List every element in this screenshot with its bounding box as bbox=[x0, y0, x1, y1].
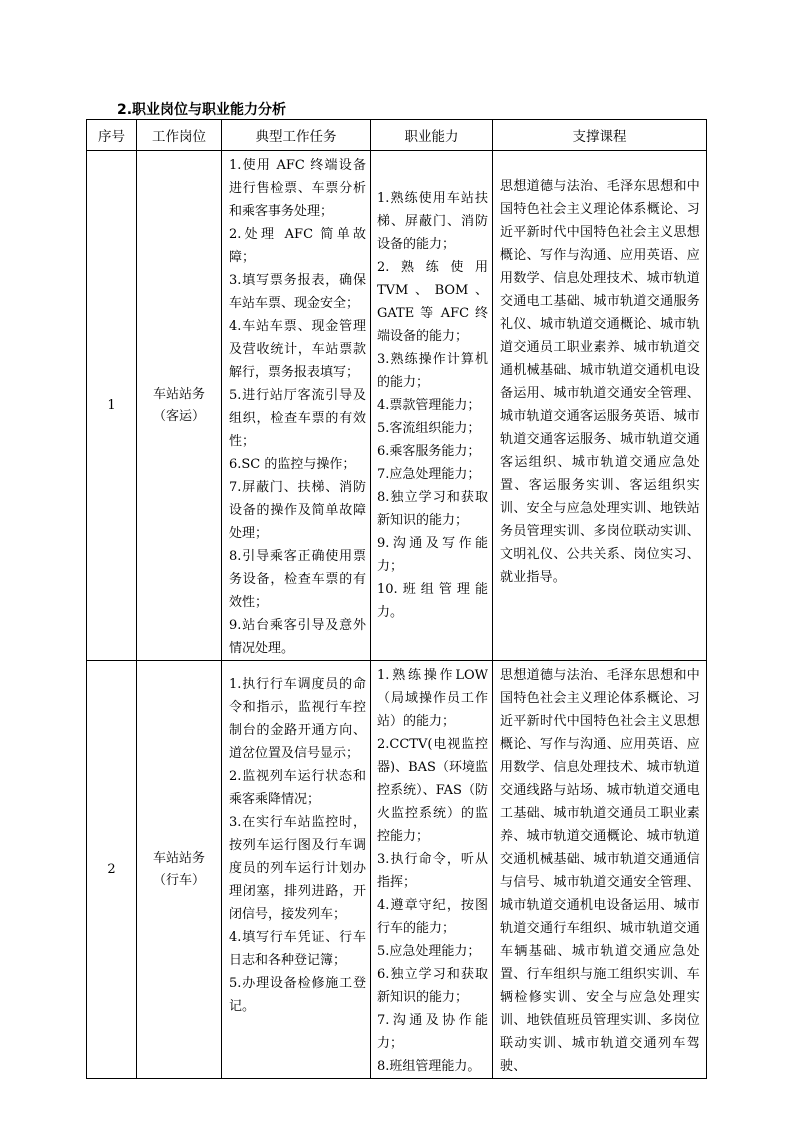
job-post-line2: （客运） bbox=[152, 408, 205, 424]
list-item: 3.填写票务报表，确保车站车票、现金安全； bbox=[229, 273, 366, 311]
list-item: 8.独立学习和获取新知识的能力； bbox=[377, 490, 488, 528]
job-post-line1: 车站站务 bbox=[152, 386, 205, 402]
table-header-row bbox=[87, 120, 707, 151]
table-row bbox=[87, 151, 707, 661]
list-item: 4.票款管理能力； bbox=[377, 398, 481, 413]
list-item: 2.监视列车运行状态和乘客乘降情况； bbox=[229, 769, 366, 807]
list-item: 5.办理设备检修施工登记。 bbox=[229, 976, 366, 1014]
list-item: 4.填写行车凭证、行车日志和各种登记簿； bbox=[229, 930, 366, 968]
list-item: 3.在实行车站监控时，按列车运行图及行车调度员的列车运行计划办理闭塞，排列进路，开闭信号，接发列车； bbox=[229, 815, 366, 922]
list-item: 10.班组管理能力。 bbox=[377, 582, 488, 620]
row-number: 2 bbox=[87, 661, 137, 1079]
list-item: 7.沟通及协作能力； bbox=[377, 1013, 488, 1051]
header-courses: 支撑课程 bbox=[493, 120, 707, 151]
list-item: 5.应急处理能力； bbox=[377, 944, 481, 959]
list-item: 8.引导乘客正确使用票务设备，检查车票的有效性； bbox=[229, 549, 366, 610]
list-item: 9.站台乘客引导及意外情况处理。 bbox=[229, 618, 366, 656]
list-item: 8.班组管理能力。 bbox=[377, 1059, 481, 1074]
courses-text: 思想道德与法治、毛泽东思想和中国特色社会主义理论体系概论、习近平新时代中国特色社会主义思想概论、写作与沟通、应用英语、应用数学、信息处理技术、城市轨道交通电工基础、城市轨道交通服务礼仪、城市轨道交通概论、城市轨道交通员工职业素养、城市轨道交通机械基础、城市轨道交通机电设备运用、城市轨道交通安全管理、城市轨道交通客运服务英语、城市轨道交通客运服务、城市轨道交通客运组织、城市轨道交通应急处置、客运服务实训、客运组织实训、安全与应急处理实训、地铁站务员管理实训、多岗位联动实训、文明礼仪、公共关系、岗位实习、就业指导。 bbox=[500, 179, 700, 585]
list-item: 3.执行命令，听从指挥； bbox=[377, 852, 488, 890]
list-item: 1.熟练操作LOW（局域操作员工作站）的能力； bbox=[377, 668, 488, 729]
supporting-courses bbox=[493, 151, 707, 661]
list-item: 5.客流组织能力； bbox=[377, 421, 481, 436]
list-item: 4.遵章守纪，按图行车的能力； bbox=[377, 898, 488, 936]
list-item: 2.熟练使用 TVM、BOM、GATE 等 AFC 终端设备的能力； bbox=[377, 260, 488, 344]
table-row bbox=[87, 661, 707, 1079]
typical-tasks bbox=[222, 661, 371, 1079]
list-item: 6.乘客服务能力； bbox=[377, 444, 481, 459]
list-item: 1.熟练使用车站扶梯、屏蔽门、消防设备的能力； bbox=[377, 191, 488, 252]
job-post-line2: （行车） bbox=[152, 872, 205, 888]
header-post: 工作岗位 bbox=[137, 120, 222, 151]
abilities bbox=[371, 151, 493, 661]
list-item: 4.车站车票、现金管理及营收统计，车站票款解行，票务报表填写； bbox=[229, 319, 366, 380]
list-item: 7.屏蔽门、扶梯、消防设备的操作及简单故障处理； bbox=[229, 480, 366, 541]
job-post bbox=[137, 661, 222, 1079]
supporting-courses bbox=[493, 661, 707, 1079]
list-item: 1.使用 AFC 终端设备进行售检票、车票分析和乘客事务处理； bbox=[229, 158, 366, 219]
abilities bbox=[371, 661, 493, 1079]
job-ability-table bbox=[86, 119, 707, 1079]
section-title: 2.职业岗位与职业能力分析 bbox=[117, 102, 287, 118]
list-item: 3.熟练操作计算机的能力； bbox=[377, 352, 488, 390]
list-item: 2.CCTV(电视监控器)、BAS（环境监控系统）、FAS（防火监控系统）的监控能力； bbox=[377, 737, 488, 844]
job-post bbox=[137, 151, 222, 661]
row-number: 1 bbox=[87, 151, 137, 661]
job-post-line1: 车站站务 bbox=[152, 850, 205, 866]
header-tasks: 典型工作任务 bbox=[222, 120, 371, 151]
list-item: 7.应急处理能力； bbox=[377, 467, 481, 482]
header-no: 序号 bbox=[87, 120, 137, 151]
list-item: 6.独立学习和获取新知识的能力； bbox=[377, 967, 488, 1005]
list-item: 6.SC 的监控与操作； bbox=[229, 457, 356, 472]
list-item: 9.沟通及写作能力； bbox=[377, 536, 488, 574]
courses-text: 思想道德与法治、毛泽东思想和中国特色社会主义理论体系概论、习近平新时代中国特色社会主义思想概论、写作与沟通、应用英语、应用数学、信息处理技术、城市轨道交通线路与站场、城市轨道交通电工基础、城市轨道交通员工职业素养、城市轨道交通概论、城市轨道交通机械基础、城市轨道交通通信与信号、城市轨道交通安全管理、城市轨道交通机电设备运用、城市轨道交通行车组织、城市轨道交通车辆基础、城市轨道交通应急处置、行车组织与施工组织实训、车辆检修实训、安全与应急处理实训、地铁值班员管理实训、多岗位联动实训、城市轨道交通列车驾驶、 bbox=[500, 668, 700, 1074]
header-abilities: 职业能力 bbox=[371, 120, 493, 151]
list-item: 2.处理 AFC 简单故障； bbox=[229, 227, 366, 265]
list-item: 1.执行行车调度员的命令和指示，监视行车控制台的金路开通方向、道岔位置及信号显示； bbox=[229, 677, 366, 761]
list-item: 5.进行站厅客流引导及组织，检查车票的有效性； bbox=[229, 388, 366, 449]
typical-tasks bbox=[222, 151, 371, 661]
